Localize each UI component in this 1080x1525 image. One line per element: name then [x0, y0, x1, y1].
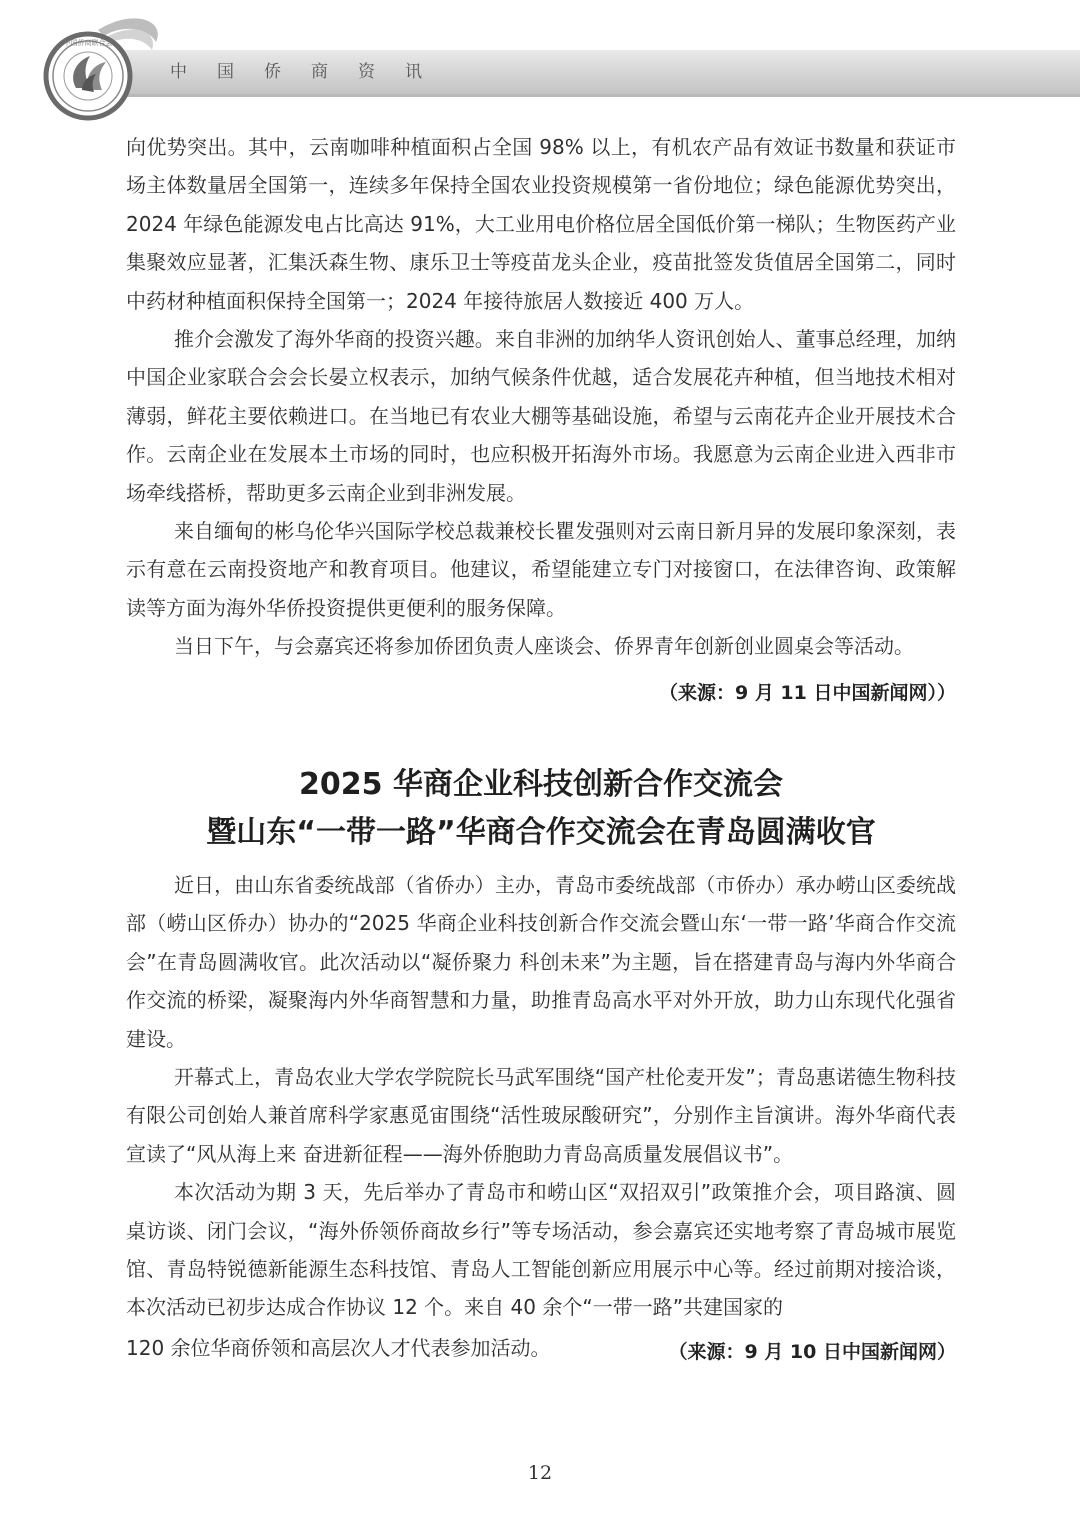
article-last-line: 120 余位华商侨领和高层次人才代表参加活动。 [126, 1336, 551, 1360]
paragraph: 本次活动为期 3 天，先后举办了青岛市和崂山区“双招双引”政策推介会，项目路演、圆桌访谈、闭门会议，“海外侨领侨商故乡行”等专场活动，参会嘉宾还实地考察了青岛城市展览馆、青岛特锐德新能源生态科技馆、青岛人工智能创新应用展示中心等。经过前期对接洽谈，本次活动已初步达成合作协议 12 个。来自 40 余个“一带一路”共建国家的 [126, 1180, 956, 1320]
header-title: 中国侨商资讯 [170, 62, 452, 82]
paragraph: 近日，由山东省委统战部（省侨办）主办，青岛市委统战部（市侨办）承办崂山区委统战部（崂山区侨办）协办的“2025 华商企业科技创新合作交流会暨山东‘一带一路’华商合作交流会”在青岛圆满收官。此次活动以“凝侨聚力 科创未来”为主题，旨在搭建青岛与海内外华商合作交流的桥梁，凝聚海内外华商智慧和力量，助推青岛高水平对外开放，助力山东现代化强省建设。 [126, 873, 956, 1051]
paragraph: 向优势突出。其中，云南咖啡种植面积占全国 98% 以上，有机农产品有效证书数量和获证市场主体数量居全国第一，连续多年保持全国农业投资规模第一省份地位；绿色能源优势突出，2024 年绿色能源发电占比高达 91%，大工业用电价格位居全国低价第一梯队；生物医药产业集聚效应显著，汇集沃森生物、康乐卫士等疫苗龙头企业，疫苗批签发货值居全国第二，同时中药材种植面积保持全国第一；2024 年接待旅居人数接近 400 万人。 [126, 135, 956, 313]
article-body [126, 866, 956, 1327]
page-number: 12 [527, 1462, 553, 1484]
header-divider [118, 94, 1080, 97]
paragraph: 来自缅甸的彬乌伦华兴国际学校总裁兼校长瞿发强则对云南日新月异的发展印象深刻，表示有意在云南投资地产和教育项目。他建议，希望能建立专门对接窗口，在法律咨询、政策解读等方面为海外华侨投资提供更便利的服务保障。 [126, 519, 956, 620]
paragraph: 推介会激发了海外华商的投资兴趣。来自非洲的加纳华人资讯创始人、董事总经理，加纳中国企业家联合会会长晏立权表示，加纳气候条件优越，适合发展花卉种植，但当地技术相对薄弱，鲜花主要依赖进口。在当地已有农业大棚等基础设施，希望与云南花卉企业开展技术合作。云南企业在发展本土市场的同时，也应积极开拓海外市场。我愿意为云南企业进入西非市场牵线搭桥，帮助更多云南企业到非洲发展。 [126, 327, 956, 505]
continuation-text [126, 128, 956, 666]
source-citation: （来源：9 月 10 日中国新闻网） [668, 1341, 956, 1363]
paragraph: 开幕式上，青岛农业大学农学院院长马武军围绕“国产杜伦麦开发”；青岛惠诺德生物科技有限公司创始人兼首席科学家惠觅宙围绕“活性玻尿酸研究”，分别作主旨演讲。海外华商代表宣读了“风从海上来 奋进新征程——海外侨胞助力青岛高质量发展倡议书”。 [126, 1065, 956, 1166]
article-title-line-1: 2025 华商企业科技创新合作交流会 [299, 767, 783, 802]
source-citation: （来源：9 月 11 日中国新闻网）） [658, 682, 956, 704]
paragraph: 当日下午，与会嘉宾还将参加侨团负责人座谈会、侨界青年创新创业圆桌会等活动。 [174, 634, 914, 659]
organization-logo-icon [38, 10, 168, 122]
article-title-line-2: 暨山东“一带一路”华商合作交流会在青岛圆满收官 [206, 815, 876, 850]
svg-text:中国侨商联合会: 中国侨商联合会 [63, 39, 113, 47]
